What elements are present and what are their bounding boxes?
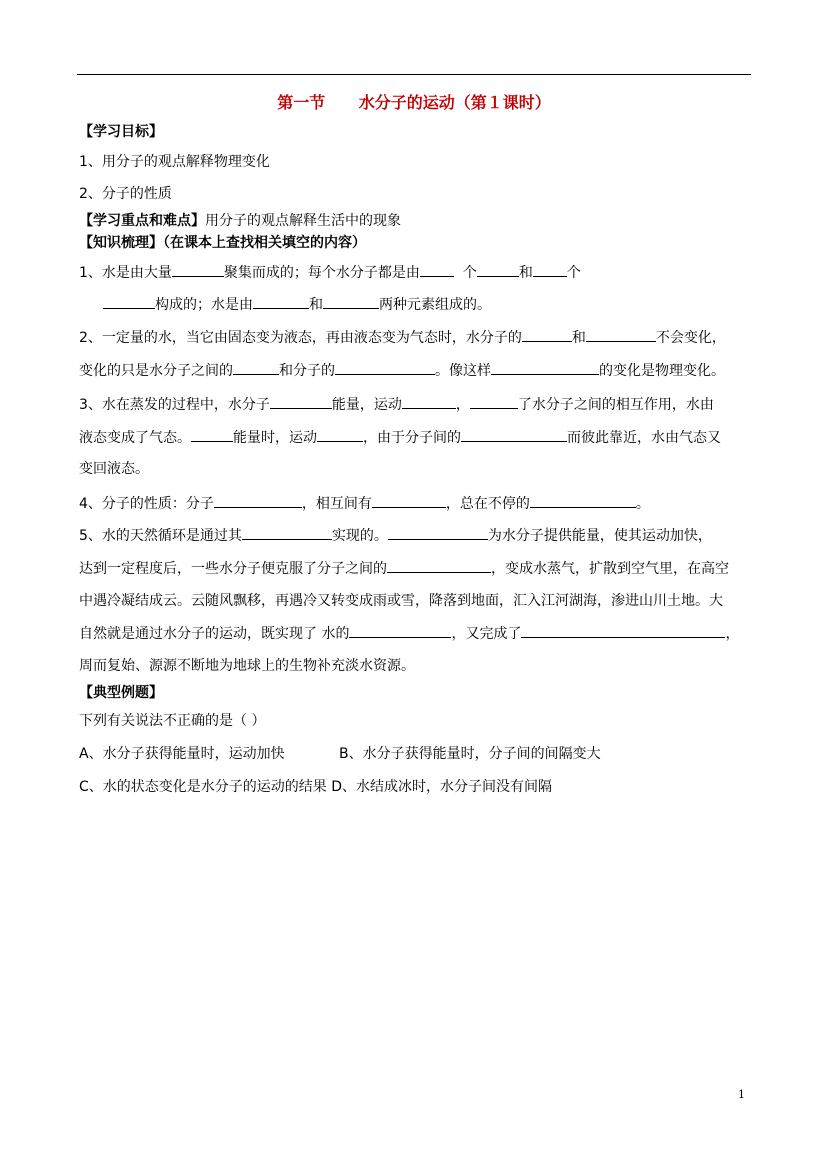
q5-text-h: ，又完成了 xyxy=(451,626,522,642)
q5-text-i: ， xyxy=(725,626,740,642)
q1-blank-2[interactable] xyxy=(420,262,454,277)
q1-blank-6[interactable] xyxy=(253,294,309,309)
option-c[interactable]: C、水的状态变化是水分子的运动的结果 xyxy=(79,779,327,795)
q1-line-1 xyxy=(79,262,581,283)
q1-blank-1[interactable] xyxy=(172,262,224,277)
q4-blank-2[interactable] xyxy=(372,493,446,508)
q3-text-b: 能量，运动 xyxy=(331,397,402,413)
q4-blank-3[interactable] xyxy=(530,493,636,508)
q2-blank-1[interactable] xyxy=(522,327,572,342)
q2-text-b: 和 xyxy=(571,330,586,346)
header-rule xyxy=(77,74,751,75)
q5-text-g: 自然就是通过水分子的运动，既实现了 水的 xyxy=(79,626,350,642)
q4-blank-1[interactable] xyxy=(214,493,302,508)
q5-blank-5[interactable] xyxy=(521,623,725,638)
q3-blank-6[interactable] xyxy=(461,427,567,442)
q3-blank-3[interactable] xyxy=(470,394,518,409)
q3-text-f: 能量时，运动 xyxy=(233,430,317,446)
q5-line-3: 中遇冷凝结成云。云随风飘移，再遇冷又转变成雨或雪，降落到地面，汇入江河湖海，渗进山川土地。大 xyxy=(79,593,723,609)
q2-blank-5[interactable] xyxy=(491,360,599,375)
example-options-row-1 xyxy=(79,744,601,764)
q2-blank-3[interactable] xyxy=(233,360,279,375)
q2-text-a: 2、一定量的水，当它由固态变为液态，再由液态变为气态时，水分子的 xyxy=(79,330,522,346)
q1-text-d: 和 xyxy=(518,265,533,281)
knowledge-heading: 【知识梳理】（在课本上查找相关填空的内容） xyxy=(79,235,366,251)
q3-blank-4[interactable] xyxy=(191,427,233,442)
q3-text-d: 了水分子之间的相互作用，水由 xyxy=(517,397,714,413)
q3-blank-1[interactable] xyxy=(270,394,332,409)
q1-text-b: 聚集而成的；每个水分子都是由 xyxy=(223,265,420,281)
goal-item-2: 2、分子的性质 xyxy=(79,186,172,202)
q4-text-d: 。 xyxy=(635,496,650,512)
page-title: 第一节 水分子的运动（第１课时） xyxy=(277,93,551,112)
q4-text-b: ，相互间有 xyxy=(301,496,372,512)
q5-blank-4[interactable] xyxy=(349,623,451,638)
example-options-row-2 xyxy=(79,777,552,797)
option-b[interactable]: B、水分子获得能量时，分子间的间隔变大 xyxy=(339,746,601,762)
q5-text-b: 实现的。 xyxy=(331,528,388,544)
q2-text-f: 。像这样 xyxy=(435,363,491,379)
q5-line-5: 周而复始、源源不断地为地球上的生物补充淡水资源。 xyxy=(79,658,415,674)
q5-text-d: 达到一定程度后，一些水分子便克服了分子之间的 xyxy=(79,561,387,577)
q2-line-2 xyxy=(79,360,725,381)
q2-blank-4[interactable] xyxy=(335,360,435,375)
q3-line-3: 变回液态。 xyxy=(79,461,149,477)
option-d[interactable]: D、水结成冰时，水分子间没有间隔 xyxy=(331,779,553,795)
q5-text-a: 5、水的天然循环是通过其 xyxy=(79,528,242,544)
q1-text-h: 两种元素组成的。 xyxy=(379,297,491,313)
q5-line-1 xyxy=(79,525,712,546)
q2-blank-2[interactable] xyxy=(586,327,656,342)
q3-text-e: 液态变成了气态。 xyxy=(79,430,191,446)
q3-text-a: 3、水在蒸发的过程中，水分子 xyxy=(79,397,270,413)
q2-text-c: 不会变化， xyxy=(655,330,726,346)
goals-heading: 【学习目标】 xyxy=(79,124,163,140)
q3-blank-2[interactable] xyxy=(402,394,456,409)
q5-blank-3[interactable] xyxy=(387,558,491,573)
q5-blank-2[interactable] xyxy=(388,525,488,540)
focus-line xyxy=(79,211,401,231)
q1-text-a: 1、水是由大量 xyxy=(79,265,172,281)
q4-text-c: ，总在不停的 xyxy=(445,496,530,512)
q2-line-1 xyxy=(79,327,726,348)
q1-blank-7[interactable] xyxy=(323,294,379,309)
page-number: 1 xyxy=(738,1088,745,1101)
q5-line-4 xyxy=(79,623,739,644)
option-a[interactable]: A、水分子获得能量时，运动加快 xyxy=(79,746,285,762)
focus-heading: 【学习重点和难点】 xyxy=(79,213,205,229)
q3-line-1 xyxy=(79,394,714,415)
q3-text-h: 而彼此靠近，水由气态又 xyxy=(567,430,721,446)
q1-blank-3[interactable] xyxy=(477,262,519,277)
q1-text-e: 个 xyxy=(566,265,581,281)
focus-text: 用分子的观点解释生活中的现象 xyxy=(205,213,401,229)
q3-text-g: ，由于分子间的 xyxy=(363,430,461,446)
q4-line xyxy=(79,493,650,514)
q3-line-2 xyxy=(79,427,721,448)
q5-line-2 xyxy=(79,558,729,579)
q2-text-e: 和分子的 xyxy=(279,363,335,379)
q1-line-2 xyxy=(103,294,491,315)
q2-text-g: 的变化是物理变化。 xyxy=(599,363,725,379)
q2-text-d: 变化的只是水分子之间的 xyxy=(79,363,233,379)
q5-text-c: 为水分子提供能量，使其运动加快， xyxy=(487,528,712,544)
q1-text-g: 和 xyxy=(309,297,323,313)
q4-text-a: 4、分子的性质：分子 xyxy=(79,496,214,512)
q5-blank-1[interactable] xyxy=(242,525,332,540)
example-question: 下列有关说法不正确的是（ ） xyxy=(79,713,266,729)
q1-text-c: 个 xyxy=(462,265,477,281)
q1-blank-4[interactable] xyxy=(533,262,567,277)
goal-item-1: 1、用分子的观点解释物理变化 xyxy=(79,154,270,170)
example-heading: 【典型例题】 xyxy=(79,685,163,701)
q5-text-e: ，变成水蒸气，扩散到空气里，在高空 xyxy=(491,561,729,577)
q3-blank-5[interactable] xyxy=(317,427,363,442)
q1-blank-5[interactable] xyxy=(103,294,155,309)
q1-text-f: 构成的；水是由 xyxy=(155,297,253,313)
q3-text-c: ， xyxy=(455,397,470,413)
